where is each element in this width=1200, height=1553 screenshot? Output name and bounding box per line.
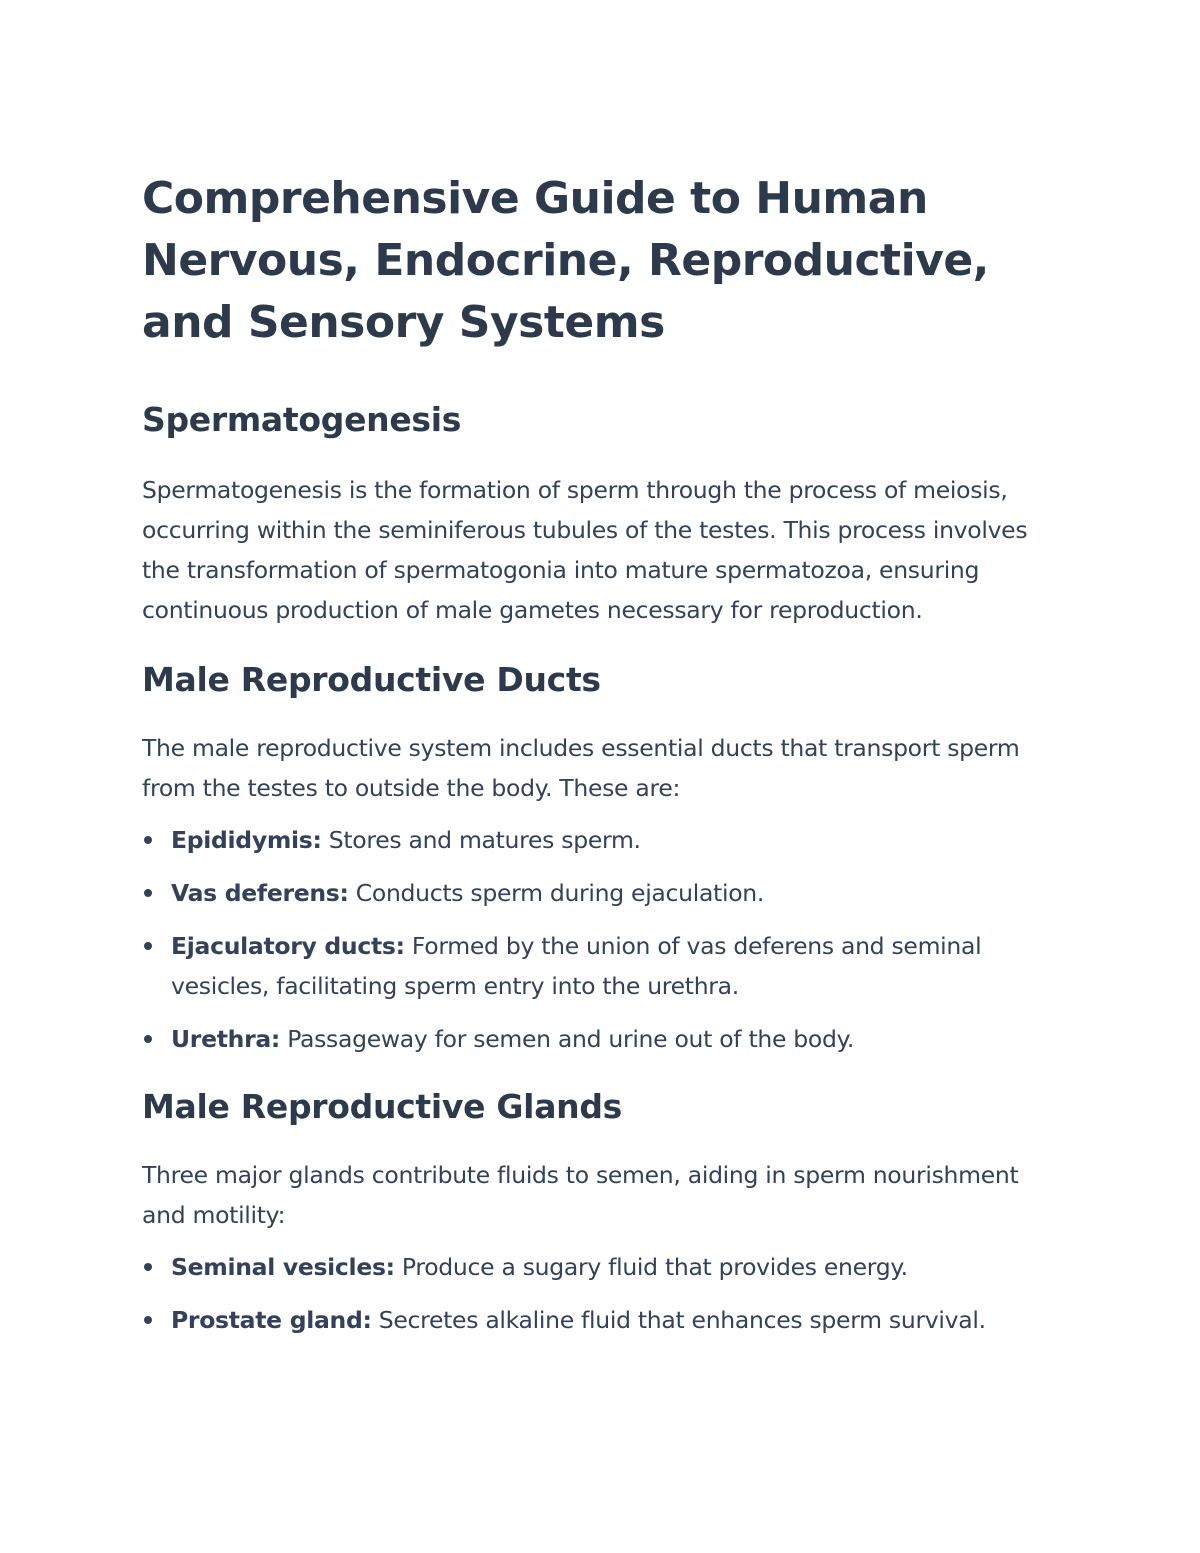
bullet-icon (144, 1263, 152, 1271)
section-paragraph-male-reproductive-ducts: The male reproductive system includes essential ducts that transport sperm from the testes to outside the body. These are: (142, 734, 1020, 802)
glands-list (142, 1247, 1062, 1340)
section-paragraph-male-reproductive-glands: Three major glands contribute fluids to semen, aiding in sperm nourishment and motility: (142, 1161, 1019, 1229)
list-item (142, 1019, 1062, 1059)
list-item-term: Seminal vesicles: (171, 1253, 395, 1281)
list-item-term: Prostate gland: (171, 1306, 372, 1334)
list-item-term: Vas deferens: (171, 879, 349, 907)
list-item-text: Stores and matures sperm. (321, 826, 641, 854)
bullet-icon (144, 942, 152, 950)
list-item-text: Passageway for semen and urine out of the body. (280, 1025, 855, 1053)
list-item-text: Formed by the union of vas deferens and seminal vesicles, facilitating sperm entry into the urethra. (171, 932, 982, 1000)
page-title: Comprehensive Guide to Human Nervous, Endocrine, Reproductive, and Sensory Systems (142, 173, 989, 348)
section-heading-male-reproductive-ducts: Male Reproductive Ducts (142, 660, 601, 699)
section-heading-spermatogenesis: Spermatogenesis (142, 400, 462, 439)
document-page (142, 168, 1062, 1340)
list-item-term: Epididymis: (171, 826, 322, 854)
section-heading-male-reproductive-glands: Male Reproductive Glands (142, 1087, 623, 1126)
list-item-text: Produce a sugary fluid that provides energy. (394, 1253, 908, 1281)
list-item (142, 1300, 1062, 1340)
list-item (142, 926, 1062, 1006)
bullet-icon (144, 836, 152, 844)
list-item-term: Urethra: (171, 1025, 281, 1053)
section-paragraph-spermatogenesis: Spermatogenesis is the formation of sperm through the process of meiosis, occurring within the seminiferous tubules of the testes. This process involves the transformation of spermatogonia into mature spermatozoa, ensuring continuous production of male gametes necessary for reproduction. (142, 476, 1028, 624)
list-item (142, 873, 1062, 913)
ducts-list (142, 820, 1062, 1059)
bullet-icon (144, 1316, 152, 1324)
bullet-icon (144, 889, 152, 897)
list-item-term: Ejaculatory ducts: (171, 932, 405, 960)
list-item-text: Secretes alkaline fluid that enhances sperm survival. (371, 1306, 986, 1334)
bullet-icon (144, 1035, 152, 1043)
list-item (142, 1247, 1062, 1287)
list-item (142, 820, 1062, 860)
list-item-text: Conducts sperm during ejaculation. (348, 879, 765, 907)
